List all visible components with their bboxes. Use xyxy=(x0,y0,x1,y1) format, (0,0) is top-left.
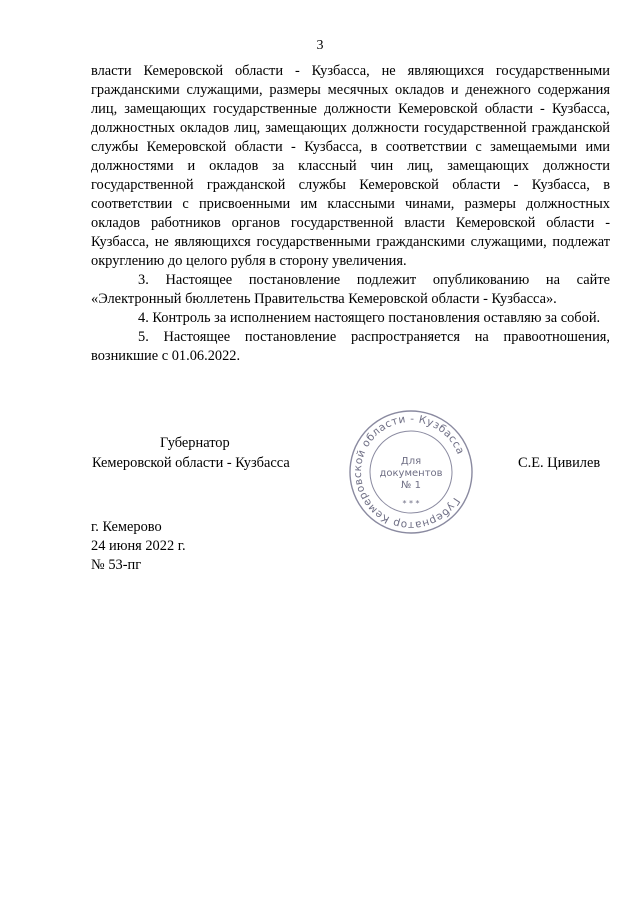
document-date: 24 июня 2022 г. xyxy=(91,538,186,554)
seal-ring-text: Губернатор Кемеровской области - Кузбасса xyxy=(351,412,467,532)
paragraph-continuation: власти Кемеровской области - Кузбасса, не являющихся государственными гражданскими служащими, размеры месячных окладов и денежного содержания лиц, замещающих государственные должности Кемеровской области - Кузбасса, должностных окладов лиц, замещающих должности государственной гражданской службы Кемеровской области - Кузбасса, в соответствии с замещаемыми ими должностями и окладов за классный чин лиц, замещающих должности государственной гражданской службы Кемеровской области - Кузбасса, в соответствии с присвоенными им классными чинами, размеры должностных окладов работников органов государственной власти Кемеровской области - Кузбасса, не являющихся государственными гражданскими служащими, подлежат округлению до целого рубля в сторону увеличения. xyxy=(91,63,610,269)
official-seal-stamp xyxy=(347,408,475,536)
city: г. Кемерово xyxy=(91,519,162,535)
paragraph-5: 5. Настоящее постановление распространяется на правоотношения, возникшие с 01.06.2022. xyxy=(91,329,610,364)
place-date-number xyxy=(91,518,186,575)
seal-center-line1: Для xyxy=(400,456,422,467)
paragraph-3: 3. Настоящее постановление подлежит опубликованию на сайте «Электронный бюллетень Правительства Кемеровской области - Кузбасса». xyxy=(91,272,610,307)
page-number: 3 xyxy=(316,38,324,53)
seal-stars: * * * xyxy=(402,499,420,508)
signatory-title-line1: Губернатор xyxy=(160,435,230,451)
document-body xyxy=(91,62,610,366)
paragraph-4: 4. Контроль за исполнением настоящего постановления оставляю за собой. xyxy=(138,310,601,326)
signatory-name: С.Е. Цивилев xyxy=(518,455,601,471)
document-number: № 53-пг xyxy=(91,557,142,573)
seal-center-line3: № 1 xyxy=(401,480,421,491)
seal-center-line2: документов xyxy=(379,468,443,479)
signatory-title-line2: Кемеровской области - Кузбасса xyxy=(92,455,290,471)
